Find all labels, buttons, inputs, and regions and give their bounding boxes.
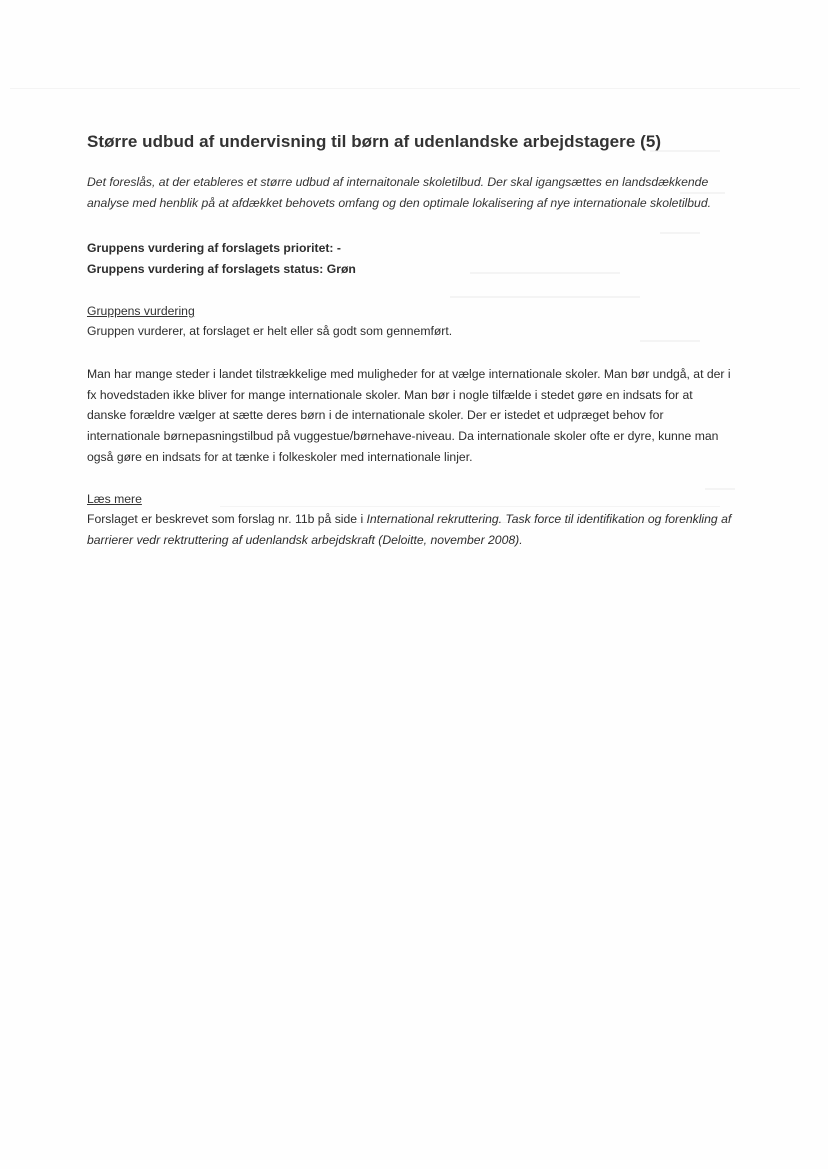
assessment-body: Man har mange steder i landet tilstrækkelige med muligheder for at vælge internationale skoler. Man bør undgå, at der i fx hovedstaden ikke bliver for mange internationale skoler. Man bør i nogle tilfælde i stedet gøre en indsats for at danske forældre vælger at sætte deres børn i de internationale skoler. Der er istedet et udpræget behov for internationale børnepasningstilbud på vuggestue/børnehave-niveau. Da internationale skoler ofte er dyre, kunne man også gøre en indsats for at tænke i folkeskoler med internationale linjer. bbox=[87, 366, 731, 464]
assessment-summary bbox=[87, 238, 732, 280]
document-title: Større udbud af undervisning til børn af udenlandske arbejdstagere (5) bbox=[87, 132, 662, 151]
assessment-heading: Gruppens vurdering bbox=[87, 304, 195, 318]
read-more-heading: Læs mere bbox=[87, 491, 142, 506]
read-more-prefix: Forslaget er beskrevet som forslag nr. 11b på side i bbox=[87, 511, 367, 526]
read-more-text bbox=[87, 509, 732, 551]
priority-line: Gruppens vurdering af forslagets prioritet: - bbox=[87, 241, 341, 255]
assessment-summary-text: Gruppen vurderer, at forslaget er helt eller så godt som gennemført. bbox=[87, 324, 453, 338]
read-more-reference: International rekruttering. Task force til identifikation og forenkling af barrierer vedr rektruttering af udenlandsk arbejdskraft (Deloitte, november 2008). bbox=[87, 511, 732, 547]
proposal-intro: Det foreslås, at der etableres et større udbud af internaitonale skoletilbud. Der skal igangsættes en landsdækkende analyse med henblik på at afdækket behovets omfang og den optimale lokalisering af nye internationale skoletilbud. bbox=[87, 175, 711, 210]
read-more-section bbox=[87, 490, 732, 551]
document-content bbox=[87, 132, 732, 572]
assessment-section bbox=[87, 302, 732, 342]
status-line: Gruppens vurdering af forslagets status: Grøn bbox=[87, 262, 356, 276]
scan-artifact bbox=[10, 88, 800, 89]
assessment-body-section bbox=[87, 364, 732, 468]
